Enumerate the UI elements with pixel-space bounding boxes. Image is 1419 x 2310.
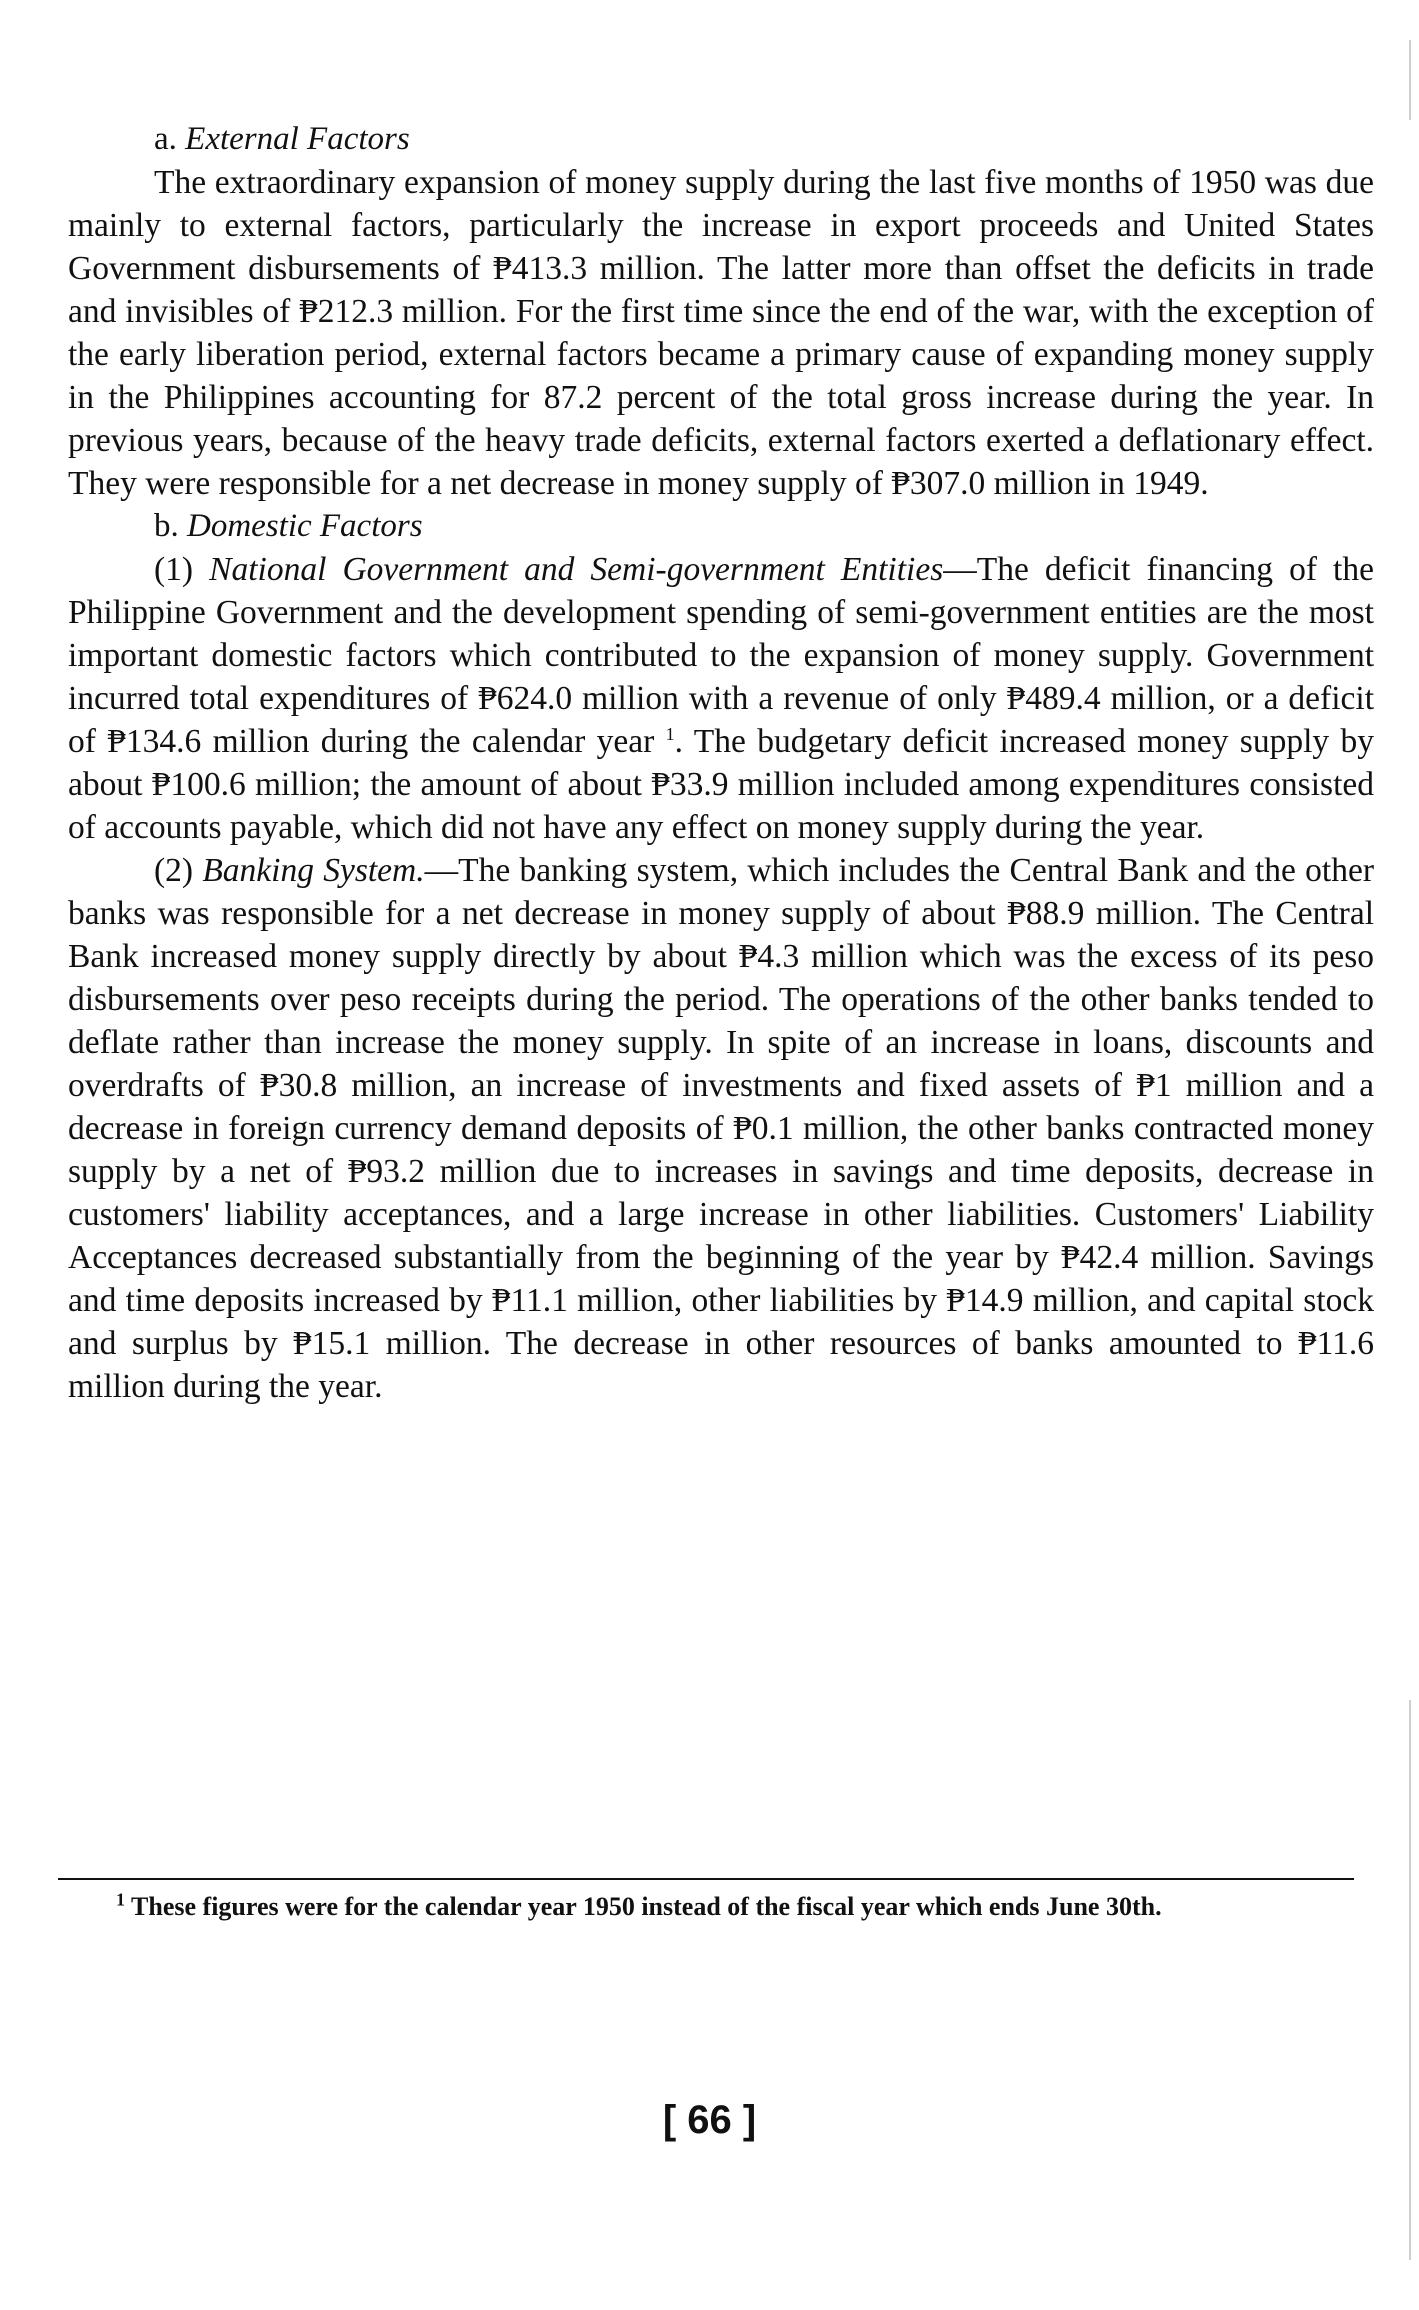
paragraph-banking-system bbox=[68, 849, 1374, 1408]
paragraph-text: . The budgetary deficit increased money supply by about ₱100.6 million; the amount of about ₱33.9 million included among expenditures consisted of accounts payable, which did not have any effect on money supply during the year. bbox=[68, 723, 1374, 846]
footnote-marker: 1 bbox=[116, 1889, 125, 1910]
scan-edge-mark bbox=[1409, 1700, 1411, 2260]
subsection-title: National Government and Semi-government Entities bbox=[209, 551, 944, 588]
section-title: Domestic Factors bbox=[187, 508, 423, 544]
footnote bbox=[64, 1890, 1354, 1923]
section-label: a. bbox=[154, 121, 177, 157]
section-heading-external bbox=[68, 118, 1374, 161]
section-label: b. bbox=[154, 508, 179, 544]
page-body bbox=[68, 118, 1374, 1408]
paragraph-text: —The deficit financing of the Philippine Government and the development spending of semi-government entities are the most important domestic factors which contributed to the expansion of money supply. Government incurred total expenditures of ₱624.0 million with a revenue of only ₱489.4 million, or a deficit of ₱134.6 million during the calendar year bbox=[68, 551, 1374, 760]
subsection-number: (1) bbox=[154, 551, 194, 588]
footnote-divider bbox=[58, 1878, 1354, 1880]
footnote-text: These figures were for the calendar year 1950 instead of the fiscal year which ends June 30th. bbox=[131, 1892, 1162, 1921]
section-heading-domestic bbox=[68, 505, 1374, 548]
scan-edge-mark bbox=[1409, 40, 1411, 120]
footnote-reference: 1 bbox=[665, 723, 675, 744]
paragraph-text: —The banking system, which includes the Central Bank and the other banks was responsible for a net decrease in money supply of about ₱88.9 million. The Central Bank increased money supply directly by about ₱4.3 million which was the excess of its peso disbursements over peso receipts during the period. The operations of the other banks tended to deflate rather than increase the money supply. In spite of an increase in loans, discounts and overdrafts of ₱30.8 million, an increase of investments and fixed assets of ₱1 million and a decrease in foreign currency demand deposits of ₱0.1 million, the other banks contracted money supply by a net of ₱93.2 million due to increases in savings and time deposits, decrease in customers' liability acceptances, and a large increase in other liabilities. Customers' Liability Acceptances decreased substantially from the beginning of the year by ₱42.4 million. Savings and time deposits increased by ₱11.1 million, other liabilities by ₱14.9 million, and capital stock and surplus by ₱15.1 million. The decrease in other resources of banks amounted to ₱11.6 million during the year. bbox=[68, 852, 1374, 1405]
paragraph-national-government bbox=[68, 548, 1374, 849]
subsection-number: (2) bbox=[154, 852, 194, 889]
paragraph-external-factors: The extraordinary expansion of money supply during the last five months of 1950 was due mainly to external factors, particularly the increase in export proceeds and United States Government disbursements of ₱413.3 million. The latter more than offset the deficits in trade and invisibles of ₱212.3 million. For the first time since the end of the war, with the exception of the early liberation period, external factors became a primary cause of expanding money supply in the Philippines accounting for 87.2 percent of the total gross increase during the year. In previous years, because of the heavy trade deficits, external factors exerted a deflationary effect. They were responsible for a net decrease in money supply of ₱307.0 million in 1949. bbox=[68, 164, 1374, 502]
subsection-title: Banking System. bbox=[202, 852, 425, 889]
page-number: [ 66 ] bbox=[662, 2098, 757, 2142]
section-title: External Factors bbox=[185, 121, 410, 157]
